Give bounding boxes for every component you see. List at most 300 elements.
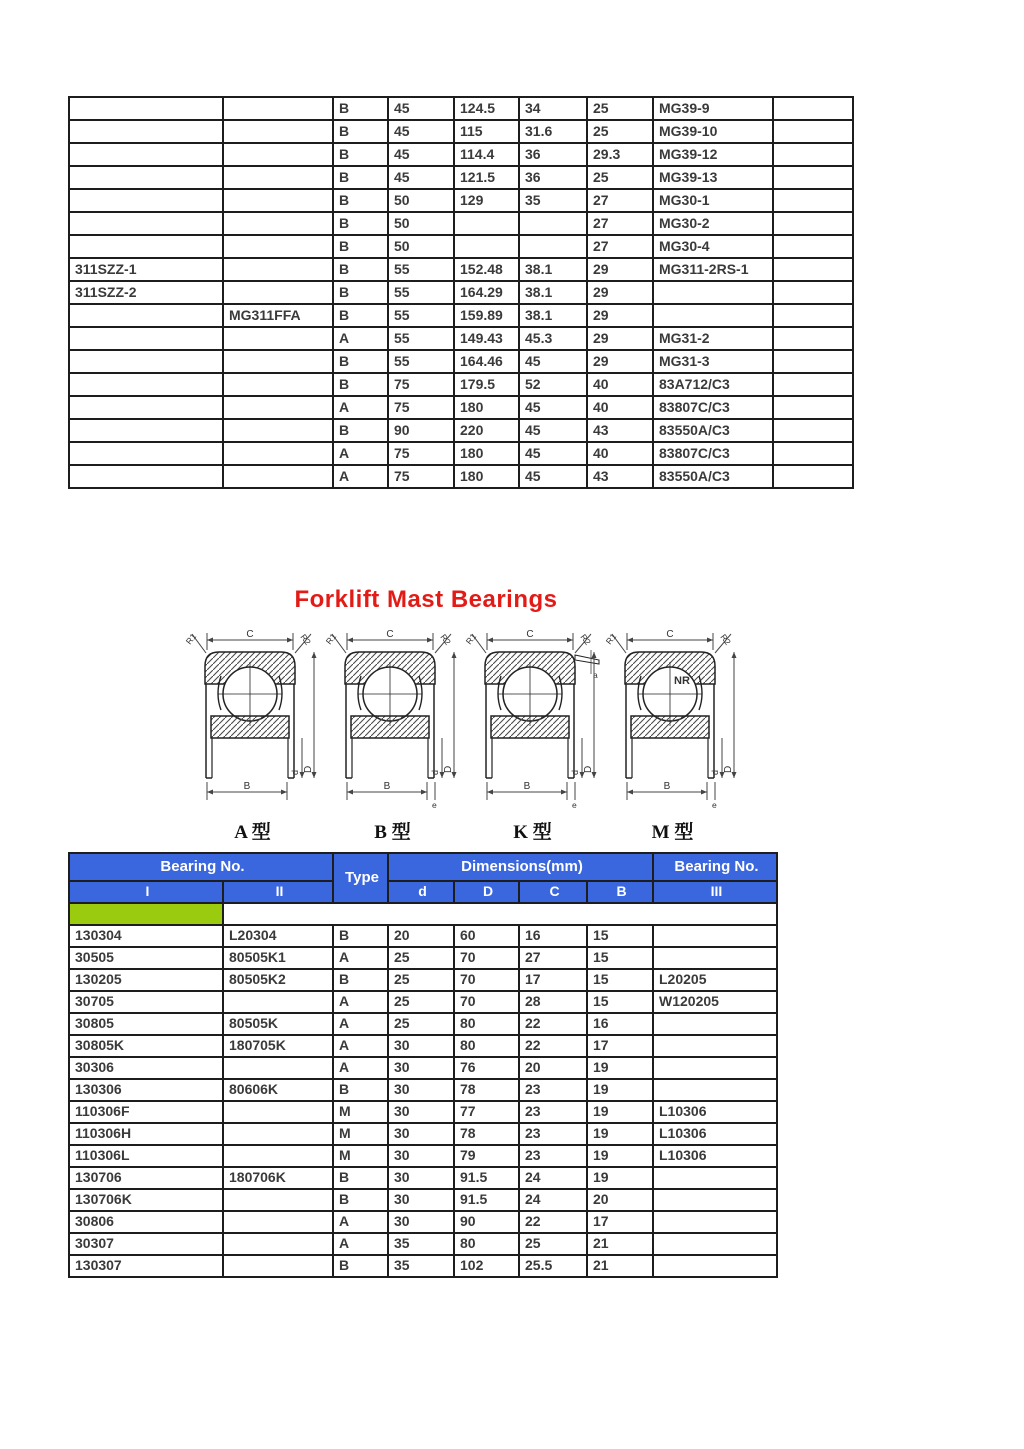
upper-table-cell: [223, 212, 333, 235]
lower-table-cell: 80505K2: [223, 969, 333, 991]
lower-table-cell: 25: [388, 969, 454, 991]
upper-table-cell: 27: [587, 212, 653, 235]
upper-table-cell: B: [333, 373, 388, 396]
lower-table-cell: 20: [519, 1057, 587, 1079]
lower-table-cell: 28: [519, 991, 587, 1013]
lower-table-cell: 102: [454, 1255, 519, 1277]
lower-table-cell: 70: [454, 969, 519, 991]
upper-table-cell: 180: [454, 442, 519, 465]
svg-text:D: D: [303, 765, 314, 773]
upper-table-cell: [69, 166, 223, 189]
lower-bearing-table: [68, 852, 778, 1278]
lower-table-cell: [653, 1233, 777, 1255]
lower-table-cell: 15: [587, 947, 653, 969]
upper-table-cell: [69, 396, 223, 419]
lower-table-cell: 19: [587, 1057, 653, 1079]
lower-table-cell: [653, 1211, 777, 1233]
lower-table-cell: 19: [587, 1101, 653, 1123]
upper-table-row: [69, 258, 853, 281]
lower-table-cell: 30: [388, 1101, 454, 1123]
lower-table-cell: [653, 1079, 777, 1101]
lower-table-cell: [223, 1233, 333, 1255]
lower-table-cell: 30: [388, 1123, 454, 1145]
lower-table-cell: 16: [587, 1013, 653, 1035]
lower-table-cell: 130205: [69, 969, 223, 991]
svg-text:e: e: [712, 800, 717, 810]
subheader-col-D: D: [454, 881, 519, 903]
upper-table-cell: [454, 212, 519, 235]
lower-table-cell: 90: [454, 1211, 519, 1233]
upper-table-cell: [223, 97, 333, 120]
upper-table-cell: B: [333, 281, 388, 304]
upper-table-cell: [223, 442, 333, 465]
upper-table-cell: [69, 304, 223, 327]
lower-table-cell: 110306L: [69, 1145, 223, 1167]
lower-table-cell: 25: [388, 947, 454, 969]
lower-table-cell: 180706K: [223, 1167, 333, 1189]
upper-table-cell: 75: [388, 396, 454, 419]
lower-table-cell: 30: [388, 1145, 454, 1167]
upper-table-cell: MG311FFA: [223, 304, 333, 327]
lower-table-cell: 15: [587, 925, 653, 947]
lower-table-cell: 24: [519, 1167, 587, 1189]
lower-table-cell: [653, 1189, 777, 1211]
bearing-diagram-b-type: [323, 628, 462, 844]
lower-table-cell: [223, 1123, 333, 1145]
lower-table-cell: A: [333, 1211, 388, 1233]
lower-table-cell: 35: [388, 1255, 454, 1277]
upper-table-cell: [69, 465, 223, 488]
lower-table-cell: 70: [454, 947, 519, 969]
lower-table-cell: 20: [388, 925, 454, 947]
upper-table-cell: [519, 235, 587, 258]
upper-table-cell: B: [333, 120, 388, 143]
upper-table-cell: B: [333, 235, 388, 258]
upper-table-cell: 29: [587, 281, 653, 304]
svg-text:B: B: [383, 781, 391, 792]
upper-table-cell: B: [333, 212, 388, 235]
upper-table-cell: 220: [454, 419, 519, 442]
lower-table-cell: 25: [519, 1233, 587, 1255]
upper-table-cell: [223, 419, 333, 442]
upper-table-cell: 83807C/C3: [653, 396, 773, 419]
upper-table-cell: [69, 442, 223, 465]
lower-table-cell: 180705K: [223, 1035, 333, 1057]
upper-table-cell: [223, 465, 333, 488]
upper-table-row: [69, 373, 853, 396]
upper-table-cell: [223, 143, 333, 166]
header-bearing-no-left: Bearing No.: [69, 853, 333, 881]
upper-table-cell: [773, 281, 853, 304]
upper-table-cell: 55: [388, 258, 454, 281]
lower-table-cell: 16: [519, 925, 587, 947]
upper-table-cell: 36: [519, 166, 587, 189]
lower-table-row: [69, 1123, 777, 1145]
lower-table-cell: 30505: [69, 947, 223, 969]
svg-text:e: e: [432, 800, 437, 810]
lower-table-cell: 30: [388, 1167, 454, 1189]
upper-table-cell: MG39-10: [653, 120, 773, 143]
lower-table-cell: 22: [519, 1211, 587, 1233]
upper-table-cell: [773, 327, 853, 350]
svg-text:d: d: [430, 769, 440, 775]
lower-table-cell: 25.5: [519, 1255, 587, 1277]
upper-table-cell: [69, 189, 223, 212]
lower-table-cell: L10306: [653, 1123, 777, 1145]
lower-table-cell: 110306H: [69, 1123, 223, 1145]
lower-table-cell: 130306: [69, 1079, 223, 1101]
svg-text:d: d: [570, 769, 580, 775]
lower-table-row: [69, 1189, 777, 1211]
upper-table-cell: 55: [388, 281, 454, 304]
upper-table-cell: 29: [587, 327, 653, 350]
lower-table-cell: 60: [454, 925, 519, 947]
lower-table-row: [69, 1079, 777, 1101]
subheader-col-iii: III: [653, 881, 777, 903]
lower-table-row: [69, 947, 777, 969]
upper-table-cell: 45: [519, 442, 587, 465]
upper-table-cell: [773, 212, 853, 235]
upper-table-cell: 36: [519, 143, 587, 166]
lower-table-cell: L10306: [653, 1145, 777, 1167]
svg-text:R1: R1: [463, 631, 479, 647]
lower-table-cell: 78: [454, 1079, 519, 1101]
lower-table-cell: 30805K: [69, 1035, 223, 1057]
upper-table-cell: 311SZZ-2: [69, 281, 223, 304]
svg-text:NR: NR: [674, 675, 690, 687]
upper-table-row: [69, 442, 853, 465]
lower-table-cell: A: [333, 947, 388, 969]
upper-table-cell: 83550A/C3: [653, 419, 773, 442]
upper-table-cell: 45: [388, 97, 454, 120]
lower-table-row: [69, 991, 777, 1013]
upper-table-cell: [223, 235, 333, 258]
upper-table-cell: 35: [519, 189, 587, 212]
upper-table-cell: [773, 350, 853, 373]
upper-table-cell: 50: [388, 212, 454, 235]
upper-table-cell: [773, 396, 853, 419]
upper-table-cell: 180: [454, 396, 519, 419]
upper-table-cell: 25: [587, 97, 653, 120]
upper-table-cell: [223, 281, 333, 304]
lower-table-cell: B: [333, 1255, 388, 1277]
upper-table-cell: B: [333, 419, 388, 442]
upper-table-cell: A: [333, 465, 388, 488]
lower-table-cell: 80606K: [223, 1079, 333, 1101]
lower-table-row: [69, 1145, 777, 1167]
header-type: Type: [333, 853, 388, 903]
upper-table-cell: [69, 97, 223, 120]
lower-table-cell: 80505K: [223, 1013, 333, 1035]
lower-table-row: [69, 1211, 777, 1233]
upper-table-cell: [773, 258, 853, 281]
lower-table-cell: A: [333, 991, 388, 1013]
upper-table-cell: [773, 419, 853, 442]
upper-table-cell: [223, 189, 333, 212]
lower-table-cell: [653, 1255, 777, 1277]
lower-table-row: [69, 1233, 777, 1255]
upper-table-cell: B: [333, 189, 388, 212]
table-header-row: [69, 853, 777, 881]
upper-table-cell: 29: [587, 258, 653, 281]
subheader-col-d: d: [388, 881, 454, 903]
lower-table-cell: 91.5: [454, 1167, 519, 1189]
upper-table-row: [69, 419, 853, 442]
upper-table-cell: [773, 304, 853, 327]
upper-table-cell: [519, 212, 587, 235]
upper-table-cell: 83A712/C3: [653, 373, 773, 396]
upper-table-cell: [773, 373, 853, 396]
lower-table-cell: [653, 1057, 777, 1079]
lower-table-cell: B: [333, 925, 388, 947]
lower-table-row: [69, 1167, 777, 1189]
upper-table-cell: B: [333, 258, 388, 281]
upper-table-cell: [223, 166, 333, 189]
upper-table-cell: [773, 120, 853, 143]
lower-table-cell: 22: [519, 1013, 587, 1035]
upper-table-cell: 25: [587, 120, 653, 143]
upper-table-cell: 45: [388, 166, 454, 189]
upper-table-cell: 159.89: [454, 304, 519, 327]
upper-table-cell: 45: [519, 465, 587, 488]
lower-table-cell: 130304: [69, 925, 223, 947]
upper-table-cell: 38.1: [519, 281, 587, 304]
upper-table-cell: [223, 373, 333, 396]
upper-table-cell: 45: [519, 350, 587, 373]
upper-table-cell: [69, 120, 223, 143]
lower-table-cell: W120205: [653, 991, 777, 1013]
svg-text:B: B: [243, 781, 251, 792]
upper-table-cell: [773, 143, 853, 166]
lower-table-cell: 20: [587, 1189, 653, 1211]
lower-table-cell: B: [333, 969, 388, 991]
upper-table-row: [69, 166, 853, 189]
lower-table-cell: 17: [587, 1211, 653, 1233]
lower-table-cell: [653, 1167, 777, 1189]
lower-table-cell: 30: [388, 1079, 454, 1101]
upper-table-cell: 45: [519, 419, 587, 442]
lower-table-cell: [223, 1145, 333, 1167]
lower-table-cell: 19: [587, 1167, 653, 1189]
upper-table-cell: 43: [587, 419, 653, 442]
upper-table-cell: [773, 465, 853, 488]
upper-table-cell: 149.43: [454, 327, 519, 350]
lower-table-cell: L10306: [653, 1101, 777, 1123]
upper-table-cell: A: [333, 327, 388, 350]
lower-table-cell: 30: [388, 1189, 454, 1211]
upper-table-cell: 40: [587, 373, 653, 396]
lower-table-cell: 130706: [69, 1167, 223, 1189]
upper-table-cell: MG39-13: [653, 166, 773, 189]
lower-table-cell: 30705: [69, 991, 223, 1013]
upper-table-cell: 55: [388, 327, 454, 350]
upper-table-cell: [69, 143, 223, 166]
upper-table-cell: [773, 97, 853, 120]
lower-table-cell: M: [333, 1123, 388, 1145]
upper-table-cell: 90: [388, 419, 454, 442]
lower-table-cell: 17: [519, 969, 587, 991]
lower-table-cell: 23: [519, 1145, 587, 1167]
svg-text:R2: R2: [298, 632, 313, 647]
lower-table-cell: A: [333, 1013, 388, 1035]
lower-table-cell: B: [333, 1079, 388, 1101]
upper-table-cell: B: [333, 143, 388, 166]
subheader-col-c: C: [519, 881, 587, 903]
upper-table-cell: [773, 166, 853, 189]
lower-table-cell: 30306: [69, 1057, 223, 1079]
svg-text:B: B: [523, 781, 531, 792]
lower-table-cell: L20205: [653, 969, 777, 991]
diagram-label: B 型: [374, 822, 411, 843]
upper-table-row: [69, 304, 853, 327]
subheader-col-ii: II: [223, 881, 333, 903]
upper-table-cell: [69, 373, 223, 396]
upper-table-cell: [653, 304, 773, 327]
upper-table-cell: 45.3: [519, 327, 587, 350]
upper-table-cell: 27: [587, 235, 653, 258]
lower-table-cell: [653, 1035, 777, 1057]
upper-table-cell: 121.5: [454, 166, 519, 189]
upper-table-cell: [69, 235, 223, 258]
upper-table-cell: 115: [454, 120, 519, 143]
upper-table-row: [69, 235, 853, 258]
upper-table-cell: [223, 396, 333, 419]
upper-table-cell: MG39-9: [653, 97, 773, 120]
upper-table-row: [69, 143, 853, 166]
lower-table-cell: 30: [388, 1035, 454, 1057]
lower-table-cell: [653, 947, 777, 969]
upper-bearing-table: [68, 96, 854, 489]
upper-table-cell: 124.5: [454, 97, 519, 120]
upper-table-row: [69, 120, 853, 143]
lower-table-cell: 27: [519, 947, 587, 969]
upper-table-cell: [223, 327, 333, 350]
upper-table-row: [69, 212, 853, 235]
upper-table-cell: 152.48: [454, 258, 519, 281]
upper-table-cell: 45: [388, 143, 454, 166]
upper-table-cell: 164.46: [454, 350, 519, 373]
lower-table-cell: 130706K: [69, 1189, 223, 1211]
lower-table-cell: M: [333, 1145, 388, 1167]
bearing-cross-section-icon: [323, 628, 462, 815]
lower-table-cell: 23: [519, 1123, 587, 1145]
lower-table-cell: 30806: [69, 1211, 223, 1233]
lower-table-cell: 17: [587, 1035, 653, 1057]
diagram-label: K 型: [513, 822, 552, 843]
upper-table-row: [69, 396, 853, 419]
svg-text:d: d: [290, 769, 300, 775]
upper-table-cell: 29.3: [587, 143, 653, 166]
upper-table-cell: 40: [587, 396, 653, 419]
upper-table-cell: 55: [388, 350, 454, 373]
lower-table-cell: 24: [519, 1189, 587, 1211]
upper-table-cell: 311SZZ-1: [69, 258, 223, 281]
upper-table-cell: 43: [587, 465, 653, 488]
upper-table-cell: 31.6: [519, 120, 587, 143]
upper-table-cell: [454, 235, 519, 258]
page-title: Forklift Mast Bearings: [294, 586, 558, 613]
upper-table-cell: 83550A/C3: [653, 465, 773, 488]
lower-table-cell: 19: [587, 1123, 653, 1145]
upper-table-row: [69, 281, 853, 304]
lower-table-cell: 80: [454, 1013, 519, 1035]
lower-table-cell: M: [333, 1101, 388, 1123]
lower-table-row: [69, 1035, 777, 1057]
subheader-col-i: I: [69, 881, 223, 903]
upper-table-cell: B: [333, 304, 388, 327]
lower-table-cell: 30: [388, 1057, 454, 1079]
upper-table-row: [69, 350, 853, 373]
upper-table-cell: [223, 120, 333, 143]
lower-table-cell: 19: [587, 1079, 653, 1101]
lower-table-cell: 19: [587, 1145, 653, 1167]
upper-table-cell: B: [333, 350, 388, 373]
lower-table-cell: [653, 1013, 777, 1035]
svg-text:C: C: [526, 629, 534, 640]
svg-text:R2: R2: [578, 632, 593, 647]
upper-table-cell: MG39-12: [653, 143, 773, 166]
lower-table-row: [69, 1013, 777, 1035]
lower-table-cell: [223, 1211, 333, 1233]
upper-table-cell: 50: [388, 189, 454, 212]
header-dimensions: Dimensions(mm): [388, 853, 653, 881]
lower-table-cell: 79: [454, 1145, 519, 1167]
bearing-cross-section-icon: [603, 628, 742, 815]
upper-table-cell: MG30-1: [653, 189, 773, 212]
lower-table-cell: B: [333, 1167, 388, 1189]
lower-table-cell: 130307: [69, 1255, 223, 1277]
upper-table-cell: 164.29: [454, 281, 519, 304]
empty-merged-cell: [223, 903, 777, 925]
lower-table-cell: 80505K1: [223, 947, 333, 969]
upper-table-row: [69, 97, 853, 120]
svg-text:D: D: [723, 765, 734, 773]
upper-table-cell: [69, 350, 223, 373]
upper-table-cell: 45: [388, 120, 454, 143]
upper-table-cell: B: [333, 97, 388, 120]
upper-table-cell: 180: [454, 465, 519, 488]
svg-text:R1: R1: [183, 631, 199, 647]
lower-table-cell: 15: [587, 991, 653, 1013]
upper-table-cell: 29: [587, 304, 653, 327]
upper-table-row: [69, 189, 853, 212]
subheader-col-b: B: [587, 881, 653, 903]
lower-table-row: [69, 1101, 777, 1123]
lower-table-cell: 30307: [69, 1233, 223, 1255]
svg-text:R1: R1: [603, 631, 619, 647]
lower-table-cell: 21: [587, 1255, 653, 1277]
lower-table-cell: 30: [388, 1211, 454, 1233]
upper-table-cell: A: [333, 442, 388, 465]
highlight-row: [69, 903, 777, 925]
upper-table-cell: 34: [519, 97, 587, 120]
upper-table-cell: 25: [587, 166, 653, 189]
bearing-cross-section-icon: [463, 628, 602, 815]
svg-text:e: e: [572, 800, 577, 810]
upper-table-cell: MG31-2: [653, 327, 773, 350]
upper-table-cell: 40: [587, 442, 653, 465]
diagram-label: A 型: [234, 822, 271, 843]
svg-text:C: C: [666, 629, 674, 640]
lower-table-cell: 21: [587, 1233, 653, 1255]
lower-table-cell: 23: [519, 1079, 587, 1101]
lower-table-cell: A: [333, 1035, 388, 1057]
lower-table-cell: 35: [388, 1233, 454, 1255]
lower-table-row: [69, 1057, 777, 1079]
upper-table-cell: [69, 419, 223, 442]
lower-table-cell: [223, 1189, 333, 1211]
upper-table-cell: 38.1: [519, 258, 587, 281]
